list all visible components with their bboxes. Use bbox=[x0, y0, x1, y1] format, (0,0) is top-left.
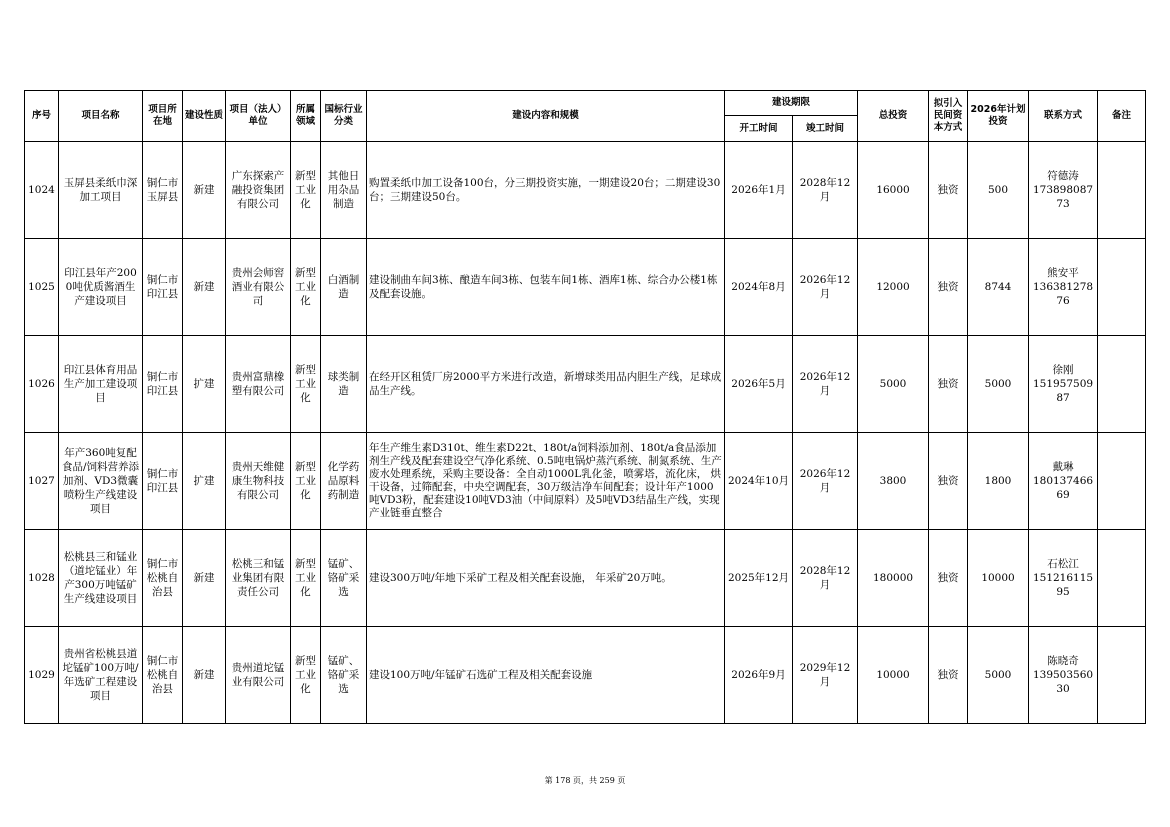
cell-plan: 8744 bbox=[968, 239, 1029, 336]
cell-industry: 锰矿、铬矿采选 bbox=[321, 627, 367, 724]
cell-seq: 1026 bbox=[25, 336, 59, 433]
cell-content: 购置柔纸巾加工设备100台，分三期投资实施，一期建设20台；二期建设30台；三期建设50台。 bbox=[367, 142, 725, 239]
header-capital: 拟引入民间资本方式 bbox=[929, 91, 968, 142]
cell-location: 铜仁市印江县 bbox=[143, 433, 183, 530]
cell-total: 10000 bbox=[858, 627, 929, 724]
cell-domain: 新型工业化 bbox=[291, 627, 321, 724]
cell-capital: 独资 bbox=[929, 530, 968, 627]
cell-plan: 500 bbox=[968, 142, 1029, 239]
cell-location: 铜仁市玉屏县 bbox=[143, 142, 183, 239]
cell-start: 2026年9月 bbox=[725, 627, 793, 724]
cell-start: 2024年8月 bbox=[725, 239, 793, 336]
cell-nature: 新建 bbox=[183, 239, 226, 336]
contact-phone: 18013746669 bbox=[1032, 475, 1094, 501]
header-seq: 序号 bbox=[25, 91, 59, 142]
header-unit: 项目（法人）单位 bbox=[226, 91, 291, 142]
cell-total: 16000 bbox=[858, 142, 929, 239]
cell-unit: 贵州会师窖酒业有限公司 bbox=[226, 239, 291, 336]
header-end: 竣工时间 bbox=[793, 116, 858, 142]
header-total: 总投资 bbox=[858, 91, 929, 142]
table-body bbox=[25, 142, 1146, 724]
cell-location: 铜仁市印江县 bbox=[143, 336, 183, 433]
table-header bbox=[25, 91, 1146, 142]
cell-domain: 新型工业化 bbox=[291, 239, 321, 336]
cell-nature: 新建 bbox=[183, 142, 226, 239]
cell-content: 建设100万吨/年锰矿石选矿工程及相关配套设施 bbox=[367, 627, 725, 724]
cell-industry: 锰矿、铬矿采选 bbox=[321, 530, 367, 627]
project-table bbox=[24, 90, 1146, 724]
cell-industry: 其他日用杂品制造 bbox=[321, 142, 367, 239]
table-row bbox=[25, 627, 1146, 724]
cell-nature: 新建 bbox=[183, 627, 226, 724]
cell-project-name: 玉屏县柔纸巾深加工项目 bbox=[59, 142, 143, 239]
cell-plan: 5000 bbox=[968, 336, 1029, 433]
cell-contact bbox=[1029, 336, 1098, 433]
cell-end: 2028年12月 bbox=[793, 142, 858, 239]
cell-project-name: 贵州省松桃县道坨锰矿100万吨/年选矿工程建设项目 bbox=[59, 627, 143, 724]
contact-phone: 15121611595 bbox=[1032, 572, 1094, 598]
cell-content: 年生产维生素D310t、维生素D22t、180t/a饲料添加剂、180t/a食品添加剂生产线及配套建设空气净化系统、0.5吨电锅炉蒸汽系统、制氮系统、生产废水处理系统，采购主要设备：全自动1000L乳化釜，喷雾塔，流化床， 烘干设备，过筛配套，中央空调配套，30万级洁净车间配套；设计年产1000吨VD3粉，配套建设10吨VD3油（中间原料）及5吨VD3结晶生产线，实现产业链垂直整合 bbox=[367, 433, 725, 530]
contact-name: 熊安平 bbox=[1047, 267, 1079, 279]
cell-end: 2026年12月 bbox=[793, 239, 858, 336]
cell-remark bbox=[1098, 142, 1146, 239]
cell-contact bbox=[1029, 142, 1098, 239]
header-content: 建设内容和规模 bbox=[367, 91, 725, 142]
cell-end: 2026年12月 bbox=[793, 433, 858, 530]
cell-domain: 新型工业化 bbox=[291, 336, 321, 433]
cell-contact bbox=[1029, 433, 1098, 530]
cell-capital: 独资 bbox=[929, 142, 968, 239]
cell-total: 3800 bbox=[858, 433, 929, 530]
cell-content: 建设300万吨/年地下采矿工程及相关配套设施， 年采矿20万吨。 bbox=[367, 530, 725, 627]
header-industry: 国标行业分类 bbox=[321, 91, 367, 142]
header-nature: 建设性质 bbox=[183, 91, 226, 142]
cell-seq: 1027 bbox=[25, 433, 59, 530]
cell-domain: 新型工业化 bbox=[291, 142, 321, 239]
cell-seq: 1028 bbox=[25, 530, 59, 627]
cell-industry: 白酒制造 bbox=[321, 239, 367, 336]
cell-total: 12000 bbox=[858, 239, 929, 336]
page-number: 第 178 页，共 259 页 bbox=[544, 776, 626, 785]
cell-capital: 独资 bbox=[929, 433, 968, 530]
contact-phone: 13638127876 bbox=[1032, 281, 1094, 307]
cell-project-name: 印江县体育用品生产加工建设项目 bbox=[59, 336, 143, 433]
cell-seq: 1029 bbox=[25, 627, 59, 724]
header-project-name: 项目名称 bbox=[59, 91, 143, 142]
cell-start: 2024年10月 bbox=[725, 433, 793, 530]
cell-nature: 新建 bbox=[183, 530, 226, 627]
contact-phone: 17389808773 bbox=[1032, 184, 1094, 210]
cell-contact bbox=[1029, 530, 1098, 627]
cell-location: 铜仁市松桃自治县 bbox=[143, 627, 183, 724]
cell-end: 2028年12月 bbox=[793, 530, 858, 627]
cell-end: 2026年12月 bbox=[793, 336, 858, 433]
table-row bbox=[25, 142, 1146, 239]
cell-project-name: 年产360吨复配食品/饲料营养添加剂、VD3微囊喷粉生产线建设项目 bbox=[59, 433, 143, 530]
header-start: 开工时间 bbox=[725, 116, 793, 142]
cell-start: 2026年5月 bbox=[725, 336, 793, 433]
cell-total: 5000 bbox=[858, 336, 929, 433]
cell-contact bbox=[1029, 239, 1098, 336]
cell-nature: 扩建 bbox=[183, 433, 226, 530]
header-domain: 所属领域 bbox=[291, 91, 321, 142]
cell-content: 建设制曲车间3栋、酿造车间3栋、包装车间1栋、酒库1栋、综合办公楼1栋及配套设施。 bbox=[367, 239, 725, 336]
cell-plan: 1800 bbox=[968, 433, 1029, 530]
header-contact: 联系方式 bbox=[1029, 91, 1098, 142]
cell-project-name: 印江县年产2000吨优质酱酒生产建设项目 bbox=[59, 239, 143, 336]
cell-unit: 贵州道坨锰业有限公司 bbox=[226, 627, 291, 724]
cell-nature: 扩建 bbox=[183, 336, 226, 433]
cell-remark bbox=[1098, 433, 1146, 530]
contact-name: 戴琳 bbox=[1052, 461, 1074, 473]
table-row bbox=[25, 239, 1146, 336]
cell-domain: 新型工业化 bbox=[291, 530, 321, 627]
cell-unit: 广东探索产融投资集团有限公司 bbox=[226, 142, 291, 239]
table-row bbox=[25, 336, 1146, 433]
cell-remark bbox=[1098, 239, 1146, 336]
cell-industry: 化学药品原料药制造 bbox=[321, 433, 367, 530]
cell-capital: 独资 bbox=[929, 627, 968, 724]
contact-name: 徐刚 bbox=[1052, 364, 1074, 376]
contact-name: 石松江 bbox=[1047, 558, 1079, 570]
cell-seq: 1025 bbox=[25, 239, 59, 336]
cell-remark bbox=[1098, 530, 1146, 627]
cell-remark bbox=[1098, 627, 1146, 724]
cell-contact bbox=[1029, 627, 1098, 724]
table-row bbox=[25, 530, 1146, 627]
cell-plan: 10000 bbox=[968, 530, 1029, 627]
cell-unit: 松桃三和锰业集团有限责任公司 bbox=[226, 530, 291, 627]
cell-unit: 贵州天维健康生物科技有限公司 bbox=[226, 433, 291, 530]
cell-plan: 5000 bbox=[968, 627, 1029, 724]
contact-name: 陈晓奇 bbox=[1047, 655, 1079, 667]
cell-end: 2029年12月 bbox=[793, 627, 858, 724]
cell-location: 铜仁市松桃自治县 bbox=[143, 530, 183, 627]
cell-seq: 1024 bbox=[25, 142, 59, 239]
cell-content: 在经开区租赁厂房2000平方米进行改造，新增球类用品内胆生产线，足球成品生产线。 bbox=[367, 336, 725, 433]
cell-unit: 贵州富鼎橡塑有限公司 bbox=[226, 336, 291, 433]
cell-start: 2025年12月 bbox=[725, 530, 793, 627]
cell-remark bbox=[1098, 336, 1146, 433]
header-plan: 2026年计划投资 bbox=[968, 91, 1029, 142]
cell-capital: 独资 bbox=[929, 336, 968, 433]
table-row bbox=[25, 433, 1146, 530]
header-remark: 备注 bbox=[1098, 91, 1146, 142]
header-period: 建设期限 bbox=[725, 91, 858, 116]
header-location: 项目所在地 bbox=[143, 91, 183, 142]
contact-name: 符德涛 bbox=[1047, 170, 1079, 182]
cell-start: 2026年1月 bbox=[725, 142, 793, 239]
cell-domain: 新型工业化 bbox=[291, 433, 321, 530]
cell-industry: 球类制造 bbox=[321, 336, 367, 433]
contact-phone: 13950356030 bbox=[1032, 669, 1094, 695]
cell-total: 180000 bbox=[858, 530, 929, 627]
cell-project-name: 松桃县三和锰业（道坨锰业）年产300万吨锰矿生产线建设项目 bbox=[59, 530, 143, 627]
cell-location: 铜仁市印江县 bbox=[143, 239, 183, 336]
cell-capital: 独资 bbox=[929, 239, 968, 336]
contact-phone: 15195750987 bbox=[1032, 378, 1094, 404]
